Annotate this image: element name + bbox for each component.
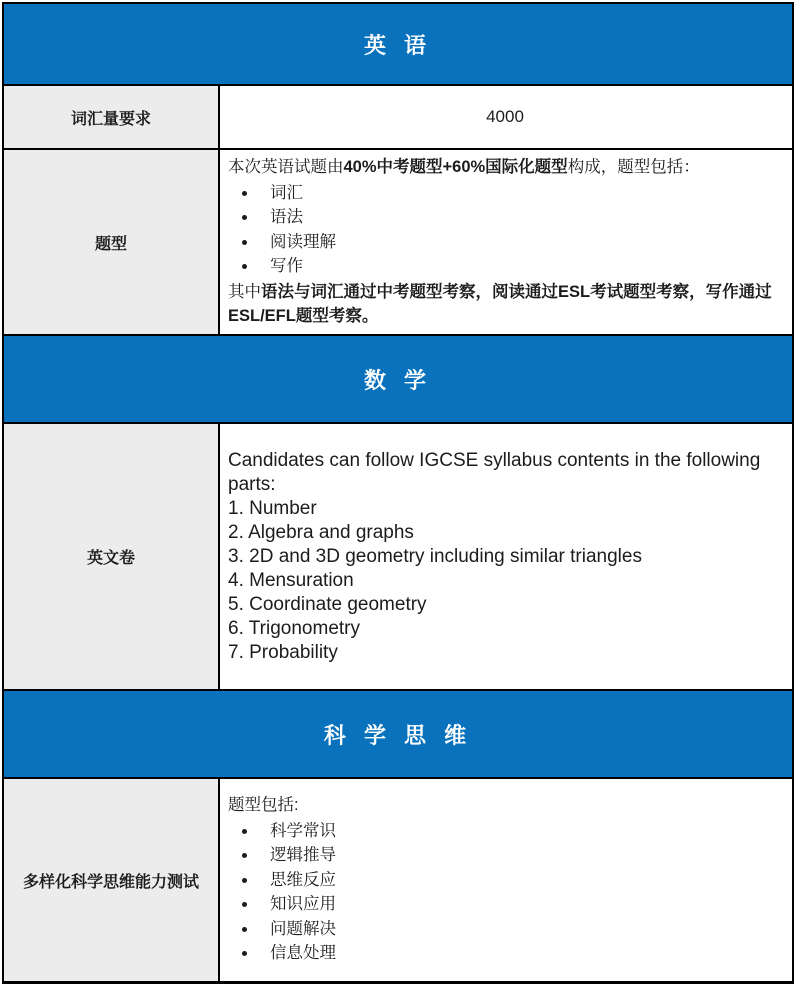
math-syllabus-line: 5. Coordinate geometry <box>228 593 427 615</box>
section-header-science-thinking <box>4 691 792 779</box>
math-syllabus-line: 2. Algebra and graphs <box>228 521 414 543</box>
science-question-type-list <box>228 819 782 966</box>
question-types-label: 题型 <box>4 150 220 334</box>
english-note-pre: 其中 <box>228 282 261 301</box>
list-item: • 逻辑推导 <box>258 843 782 868</box>
english-question-type-list <box>228 181 782 279</box>
english-question-types-content <box>220 150 792 334</box>
english-intro-pre: 本次英语试题由 <box>228 158 344 177</box>
vocab-requirement-value-cell <box>220 86 792 148</box>
math-syllabus-content <box>220 424 792 689</box>
english-note-line <box>228 280 782 329</box>
list-item: • 阅读理解 <box>258 230 782 255</box>
list-item: • 语法 <box>258 205 782 230</box>
math-syllabus-row <box>4 424 792 691</box>
list-item: • 科学常识 <box>258 819 782 844</box>
science-thinking-content <box>220 779 792 981</box>
exam-structure-table <box>2 2 794 984</box>
vocab-requirement-row <box>4 86 792 150</box>
english-intro-bold: 40%中考题型+60%国际化题型 <box>343 158 568 177</box>
list-item: • 知识应用 <box>258 892 782 917</box>
section-header-math <box>4 336 792 424</box>
math-syllabus-line: 3. 2D and 3D geometry including similar triangles <box>228 545 642 567</box>
section-header-english-label: 英 语 <box>363 32 433 58</box>
list-item: • 思维反应 <box>258 868 782 893</box>
english-question-types-row <box>4 150 792 336</box>
math-syllabus-line: 4. Mensuration <box>228 569 354 591</box>
english-intro-post: 构成，题型包括： <box>567 158 700 177</box>
vocab-requirement-label: 词汇量要求 <box>4 86 220 148</box>
list-item: • 问题解决 <box>258 917 782 942</box>
english-paper-label: 英文卷 <box>4 424 220 689</box>
section-header-math-label: 数 学 <box>363 367 433 393</box>
math-syllabus-line: 7. Probability <box>228 641 338 663</box>
list-item: • 信息处理 <box>258 941 782 966</box>
math-syllabus-line: 1. Number <box>228 497 317 519</box>
list-item: • 写作 <box>258 254 782 279</box>
science-thinking-row <box>4 779 792 981</box>
english-intro-line <box>228 155 782 180</box>
math-syllabus-line: Candidates can follow IGCSE syllabus contents in the following parts: <box>228 449 761 495</box>
list-item: • 词汇 <box>258 181 782 206</box>
math-syllabus-line: 6. Trigonometry <box>228 617 360 639</box>
section-header-science-thinking-label: 科 学 思 维 <box>323 722 473 748</box>
science-thinking-test-label: 多样化科学思维能力测试 <box>4 779 220 981</box>
vocab-requirement-value: 4000 <box>486 107 524 126</box>
section-header-english <box>4 4 792 86</box>
science-intro-line: 题型包括: <box>228 796 299 815</box>
english-note-bold: 语法与词汇通过中考题型考察，阅读通过ESL考试题型考察，写作通过ESL/EFL题型考察。 <box>228 282 772 326</box>
